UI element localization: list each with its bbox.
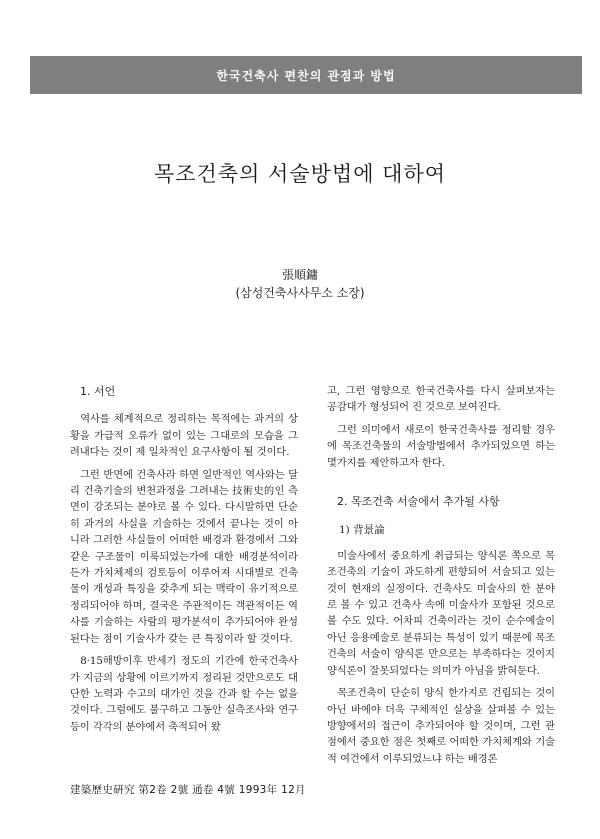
body-paragraph: 그런 의미에서 새로이 한국건축사를 정리할 경우에 목조건축물의 서술방법에서 추가되었으면 하는 몇가지를 제안하고자 한다. [327, 424, 555, 469]
body-paragraph: 8·15해방이후 반세기 정도의 기간에 한국건축사가 지금의 상황에 이르기까지 정리된 것만으로도 대단한 노력과 수고의 대가인 것을 간과 할 수는 없을 것이다. 그럼에도 불구하고 그동안 실측조사와 연구등이 각각의 분야에서 축적되어 왔 [70, 656, 298, 733]
section-heading-additions: 2. 목조건축 서술에서 추가될 사항 [337, 495, 500, 509]
author-block [0, 266, 600, 302]
section-heading-introduction: 1. 서언 [80, 385, 116, 398]
article-title: 목조건축의 서술방법에 대하여 [153, 162, 447, 186]
body-paragraph: 역사를 체계적으로 정리하는 목적에는 과거의 상황을 가급적 오류가 없이 있는 그대로의 모습을 그려내다는 것이 제 일차적인 요구사항이 될 것이다. [70, 414, 298, 459]
subsection-heading-background: 1) 背景論 [339, 524, 385, 537]
body-paragraph: 목조건축이 단순히 양식 한가지로 건립되는 것이 아닌 바에야 더욱 구체적인 실상을 살펴볼 수 있는 방향에서의 접근이 추가되어야 할 것이며, 그런 관점에서 중요한 점은 첫째로 어떠한 가치체계와 기술적 여건에서 이루되었느냐 하는 배경론 [327, 688, 555, 765]
body-paragraph: 고, 그런 영향으로 한국건축사를 다시 살펴보자는 공감대가 형성되어 진 것으로 보여진다. [327, 386, 555, 414]
author-name: 張順鏞 [281, 268, 318, 282]
series-title: 한국건축사 편찬의 관점과 방법 [216, 68, 396, 83]
author-affiliation: (삼성건축사사무소 소장) [235, 286, 365, 300]
left-column [70, 384, 298, 742]
series-header-bar [30, 56, 582, 94]
journal-citation-footer: 建築歷史硏究 第2卷 2號 通卷 4號 1993年 12月 [70, 784, 306, 796]
body-paragraph: 그런 반면에 건축사라 하면 일반적인 역사와는 달리 건축기술의 변천과정을 그려내는 技術史的인 측면이 강조되는 분야로 볼 수 있다. 다시말하면 단순히 과거의 사실을 기술하는 것에서 끝나는 것이 아니라 그러한 사실들이 어떠한 배경과 환경에서 그와같은 구조물이 이룩되었는가에 대한 배경분석이라든가 가치체제의 검토등이 이루어져 시대별로 건축물이 개성과 특징을 갖추게 되는 맥락이 유기적으로 정리되어야 하며, 결국은 주관적이든 객관적이든 역사를 기술하는 사람의 평가분석이 추가되어야 완성된다는 점이 기술사가 갖는 큰 특징이라 할 것이다. [70, 469, 298, 645]
body-paragraph: 미술사에서 중요하게 취급되는 양식론 쪽으로 목조건축의 기술이 과도하게 편향되어 서술되고 있는 것이 현재의 실정이다. 건축사도 미술사의 한 분야로 볼 수 있고 건축사 속에 미술사가 포함된 것으로 볼 수도 있다. 어차피 건축이라는 것이 순수예술이 아닌 응용예술로 분류되는 특성이 있기 때문에 목조건축의 서술이 양식론 만으로는 부족하다는 것이지 양식론이 잘못되었다는 의미가 아님을 밝혀둔다. [327, 550, 555, 677]
right-column [327, 384, 555, 774]
